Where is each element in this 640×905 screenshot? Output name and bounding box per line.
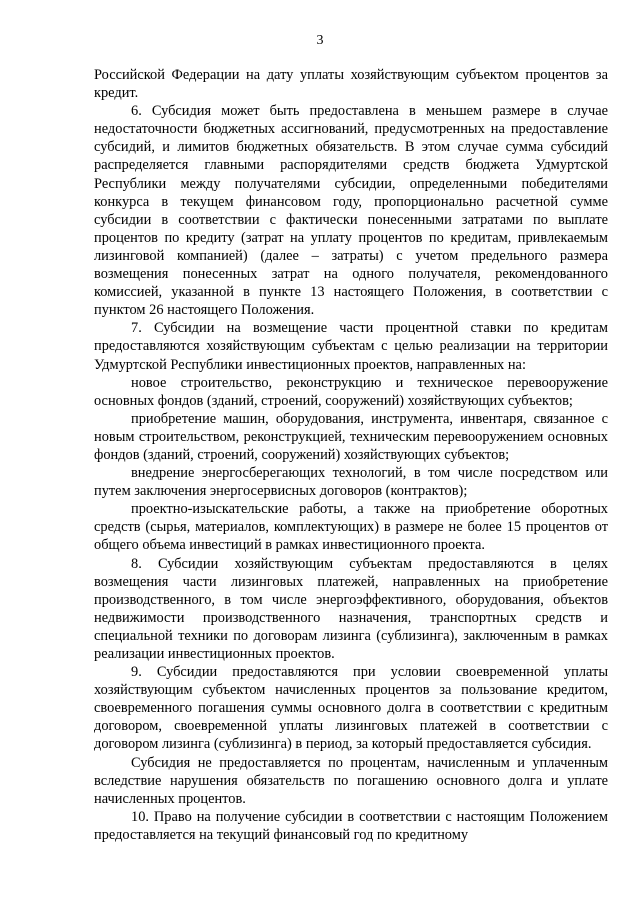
- paragraph-item-9: 9. Субсидии предоставляются при условии своевременной уплаты хозяйствующим субъектом начисленных процентов за пользование кредитом, своевременного погашения суммы основного долга в соответствии с кредитным договором, своевременной уплаты лизинговых платежей в соответствии с договором лизинга (сублизинга) в период, за который предоставляется субсидия.: [94, 664, 608, 753]
- paragraph-item-9-exclusion: Субсидия не предоставляется по процентам, начисленным и уплаченным вследствие нарушения обязательств по погашению основного долга и уплате начисленных процентов.: [94, 754, 608, 807]
- paragraph-item-10: 10. Право на получение субсидии в соответствии с настоящим Положением предоставляется на текущий финансовый год по кредитному: [94, 808, 608, 843]
- paragraph-item-7: 7. Субсидии на возмещение части процентной ставки по кредитам предоставляются хозяйствующим субъектам с целью реализации на территории Удмуртской Республики инвестиционных проектов, направленных на:: [94, 320, 608, 373]
- page-number: 3: [316, 33, 324, 48]
- paragraph-item-7-design-works: проектно-изыскательские работы, а также на приобретение оборотных средств (сырья, материалов, комплектующих) в размере не более 15 процентов от общего объема инвестиций в рамках инвестиционного проекта.: [94, 501, 608, 554]
- paragraph-item-7-equipment: приобретение машин, оборудования, инструмента, инвентаря, связанное с новым строительством, реконструкцией, техническим перевооружением основных фондов (зданий, строений, сооружений) хозяйствующих субъектов;: [94, 410, 608, 463]
- paragraph-item-8: 8. Субсидии хозяйствующим субъектам предоставляются в целях возмещения части лизинговых платежей, направленных на приобретение производственного, в том числе энергоэффективного, оборудования, объектов недвижимости производственного назначения, транспортных средств и специальной техники по договорам лизинга (сублизинга), заключенным в рамках реализации инвестиционных проектов.: [94, 555, 608, 662]
- paragraph-item-7-energy-saving: внедрение энергосберегающих технологий, в том числе посредством или путем заключения энергосервисных договоров (контрактов);: [94, 465, 608, 500]
- paragraph-item-6: 6. Субсидия может быть предоставлена в меньшем размере в случае недостаточности бюджетных ассигнований, предусмотренных на предоставление субсидий, и лимитов бюджетных обязательств. В этом случае сумма субсидий распределяется главными распорядителями средств бюджета Удмуртской Республики между получателями субсидии, определенными победителями конкурса в текущем финансовом году, пропорционально расчетной сумме субсидии в соответствии с фактически понесенными затратами по выплате процентов по кредиту (затрат на уплату процентов по кредитам, привлекаемым лизинговой компанией) (далее – затраты) с учетом предельного размера возмещения понесенных затрат на одного получателя, рекомендованного комиссией, указанной в пункте 13 настоящего Положения, в соответствии с пунктом 26 настоящего Положения.: [94, 103, 608, 319]
- paragraph-continuation: Российской Федерации на дату уплаты хозяйствующим субъектом процентов за кредит.: [94, 67, 608, 102]
- document-body: [94, 66, 608, 844]
- paragraph-item-7-new-construction: новое строительство, реконструкцию и техническое перевооружение основных фондов (зданий, строений, сооружений) хозяйствующих субъектов;: [94, 374, 608, 409]
